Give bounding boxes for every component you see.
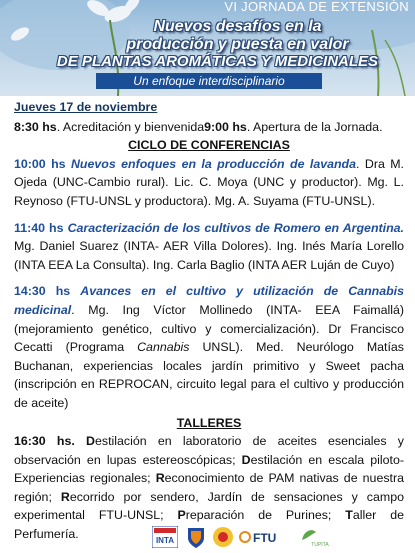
inta-logo: [152, 526, 178, 548]
ws-initial: D: [86, 434, 95, 449]
talk-1: [14, 155, 404, 211]
banner-title-line-1: Nuevos desafíos en la: [153, 18, 322, 35]
talk-3-speakers-italic: Cannabis: [137, 340, 190, 355]
footer-logos: [0, 522, 415, 552]
opening-text-1: . Acreditación y bienvenida: [56, 119, 205, 134]
talk-1-speakers: . Dra M. Ojeda (UNC-Cambio rural). Lic. C. Moya (UNC y productor). Mg. L. Reynoso (FTU-UNSL y productora). Mg. A. Suyama (FTU-UNSL).: [14, 156, 404, 208]
talk-3-speakers-a: . Mg. Ing Víctor Mollinedo (INTA- EEA Faimallá) (mejoramiento genético, cultivo y comercialización). Dr Francisco Cecatti (Programa: [14, 302, 404, 355]
ftu-logo-text: FTU: [253, 531, 277, 545]
ws-initial: D: [241, 452, 251, 467]
talk-1-title: Nuevos enfoques en la producción de lavanda: [70, 156, 357, 171]
talk-2-time: 11:40 hs: [14, 220, 64, 235]
university-shield-icon: [186, 526, 206, 550]
workshops-time: 16:30 hs.: [14, 434, 75, 449]
ws-initial: R: [155, 471, 165, 486]
banner-title-line-2: producción y puesta en valor: [126, 36, 349, 53]
tupita-logo: [294, 526, 340, 550]
ws-initial: T: [345, 508, 353, 523]
conferences-heading: CICLO DE CONFERENCIAS: [128, 138, 290, 153]
talk-1-time: 10:00 hs: [14, 156, 66, 171]
program-content: [14, 98, 404, 544]
talk-3-time: 14:30 hs: [14, 284, 71, 299]
talk-3-title: Avances en el cultivo y utilización de Cannabis medicinal: [14, 284, 405, 317]
talk-3-speakers-b: UNSL). Med. Neurólogo Matías Buchanan, experiencias locales jardín primitivo y Sweet pacha (inscripción en REPROCAN, circuito legal para el cultivo y producción de aceite): [14, 340, 405, 410]
ws-text: econocimiento de PAM nativas de nuestra región;: [14, 471, 404, 504]
talk-2-speakers: Mg. Daniel Suarez (INTA- AER Villa Dolores). Ing. Inés María Lorello (INTA EEA La Consulta). Ing. Carla Baglio (INTA AER Luján de Cuyo): [14, 239, 404, 272]
ws-text: estilación en laboratorio de aceites esenciales y observación en lupas estereoscópicas;: [14, 434, 404, 467]
banner-subtitle: Un enfoque interdisciplinario: [96, 73, 322, 89]
opening-time-1: 8:30 hs: [14, 119, 57, 134]
event-date: Jueves 17 de noviembre: [14, 100, 158, 114]
ws-initial: R: [60, 489, 70, 504]
ws-text: ecorrido por sendero, Jardín de sensaciones y campo experimental FTU-UNSL;: [14, 489, 404, 523]
talk-2: [14, 219, 404, 275]
talk-3: [14, 282, 404, 412]
ws-text: reparación de Purines;: [185, 508, 346, 523]
talk-2-title: Caracterización de los cultivos de Romero en Argentina.: [67, 220, 404, 235]
opening-line: [14, 118, 404, 137]
opening-text-2: . Apertura de la Jornada.: [246, 119, 383, 134]
tupita-logo-text: TUPITA: [311, 542, 329, 548]
banner-title-line-3: DE PLANTAS AROMÁTICAS Y MEDICINALES: [56, 53, 379, 70]
event-name: VI JORNADA DE EXTENSIÓN: [224, 0, 409, 14]
inta-logo-text: INTA: [155, 536, 175, 545]
ws-text: aller de Perfumería.: [14, 508, 404, 542]
header-banner: [0, 0, 415, 96]
sun-emblem-icon: [212, 526, 234, 548]
ws-text: estilación en escala piloto-Experiencias regionales;: [14, 452, 404, 486]
ftu-logo: [238, 526, 278, 548]
workshops-heading: TALLERES: [176, 415, 242, 430]
ws-initial: P: [177, 508, 186, 523]
opening-time-2: 9:00 hs: [204, 119, 247, 134]
